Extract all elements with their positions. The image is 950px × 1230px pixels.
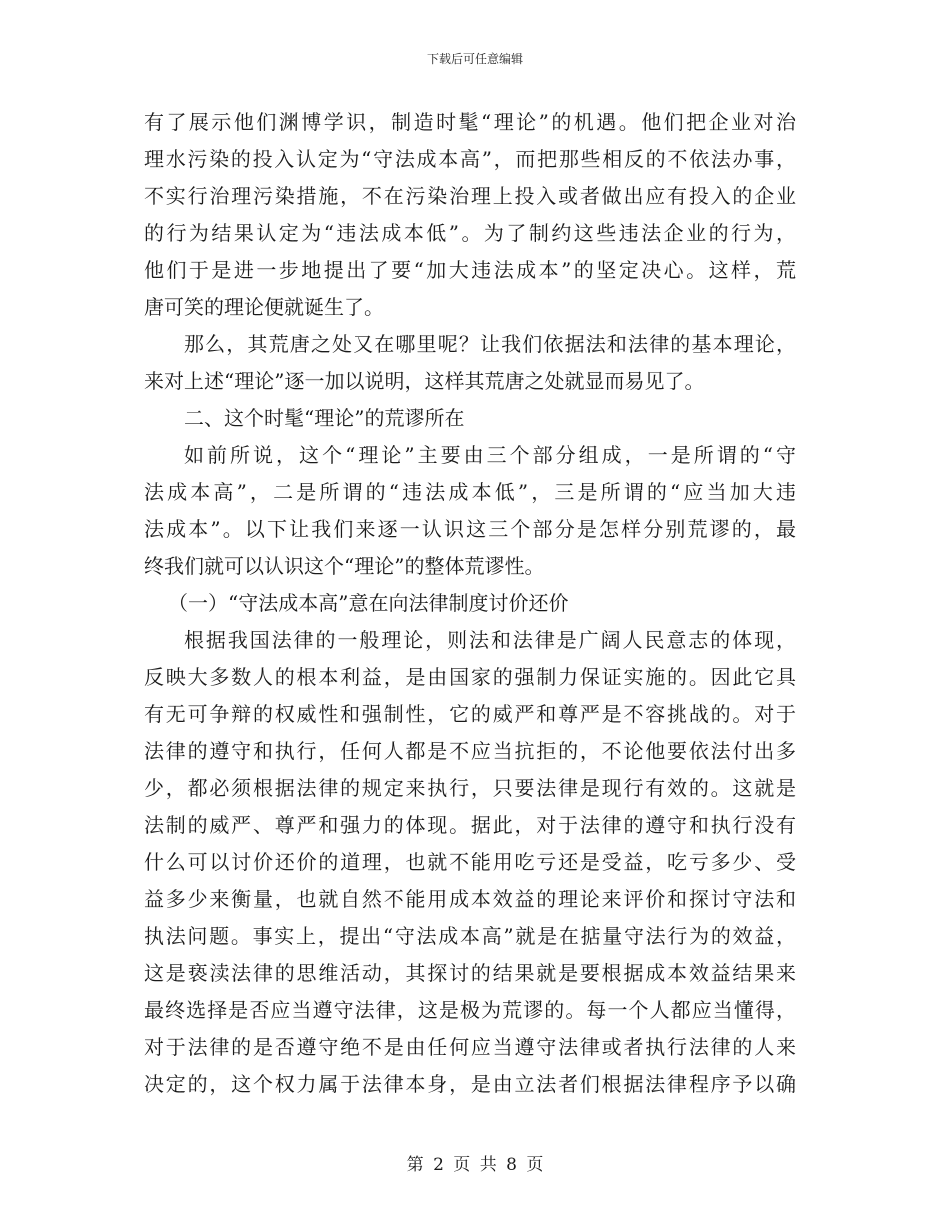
body-line: 最终选择是否应当遵守法律，这是极为荒谬的。每一个人都应当懂得，	[144, 998, 796, 1022]
body-line: 他们于是进一步地提出了要“加大违法成本”的坚定决心。这样，荒	[144, 258, 796, 282]
body-line: 法制的威严、尊严和强力的体现。据此，对于法律的遵守和执行没有	[144, 813, 796, 837]
body-line: 少，都必须根据法律的规定来执行，只要法律是现行有效的。这就是	[144, 776, 796, 800]
body-line: 有无可争辩的权威性和强制性，它的威严和尊严是不容挑战的。对于	[144, 702, 796, 726]
body-line: 法成本”。以下让我们来逐一认识这三个部分是怎样分别荒谬的，最	[144, 517, 796, 541]
page-header-note: 下载后可任意编辑	[426, 52, 523, 66]
body-line: 如前所说，这个“理论”主要由三个部分组成，一是所谓的“守	[184, 443, 796, 467]
body-line: 法律的遵守和执行，任何人都是不应当抗拒的，不论他要依法付出多	[144, 739, 796, 763]
body-line: 益多少来衡量，也就自然不能用成本效益的理论来评价和探讨守法和	[144, 887, 796, 911]
body-line: 反映大多数人的根本利益，是由国家的强制力保证实施的。因此它具	[144, 665, 796, 689]
body-line: 有了展示他们渊博学识，制造时髦“理论”的机遇。他们把企业对治	[144, 110, 796, 134]
body-line: 执法问题。事实上，提出“守法成本高”就是在掂量守法行为的效益，	[144, 924, 796, 948]
body-line: 来对上述“理论”逐一加以说明，这样其荒唐之处就显而易见了。	[144, 369, 705, 393]
subsection-heading: （一）“守法成本高”意在向法律制度讨价还价	[168, 591, 569, 615]
page-number: 第 2 页 共 8 页	[406, 1155, 544, 1175]
body-line: 根据我国法律的一般理论，则法和法律是广阔人民意志的体现，	[184, 628, 796, 652]
body-line: 什么可以讨价还价的道理，也就不能用吃亏还是受益，吃亏多少、受	[144, 850, 796, 874]
document-body	[144, 104, 796, 1103]
body-line: 不实行治理污染措施，不在污染治理上投入或者做出应有投入的企业	[144, 184, 796, 208]
body-line: 的行为结果认定为“违法成本低”。为了制约这些违法企业的行为，	[144, 221, 796, 245]
body-line: 终我们就可以认识这个“理论”的整体荒谬性。	[144, 554, 545, 578]
body-line: 对于法律的是否遵守绝不是由任何应当遵守法律或者执行法律的人来	[144, 1035, 796, 1059]
body-line: 理水污染的投入认定为“守法成本高”，而把那些相反的不依法办事，	[144, 147, 796, 171]
body-line: 法成本高”，二是所谓的“违法成本低”，三是所谓的“应当加大违	[144, 480, 796, 504]
section-heading: 二、这个时髦“理论”的荒谬所在	[184, 406, 465, 430]
body-line: 那么，其荒唐之处又在哪里呢？让我们依据法和法律的基本理论，	[184, 332, 796, 356]
body-line: 决定的，这个权力属于法律本身，是由立法者们根据法律程序予以确	[144, 1072, 796, 1096]
body-line: 唐可笑的理论便就诞生了。	[144, 295, 384, 319]
body-line: 这是亵渎法律的思维活动，其探讨的结果就是要根据成本效益结果来	[144, 961, 796, 985]
